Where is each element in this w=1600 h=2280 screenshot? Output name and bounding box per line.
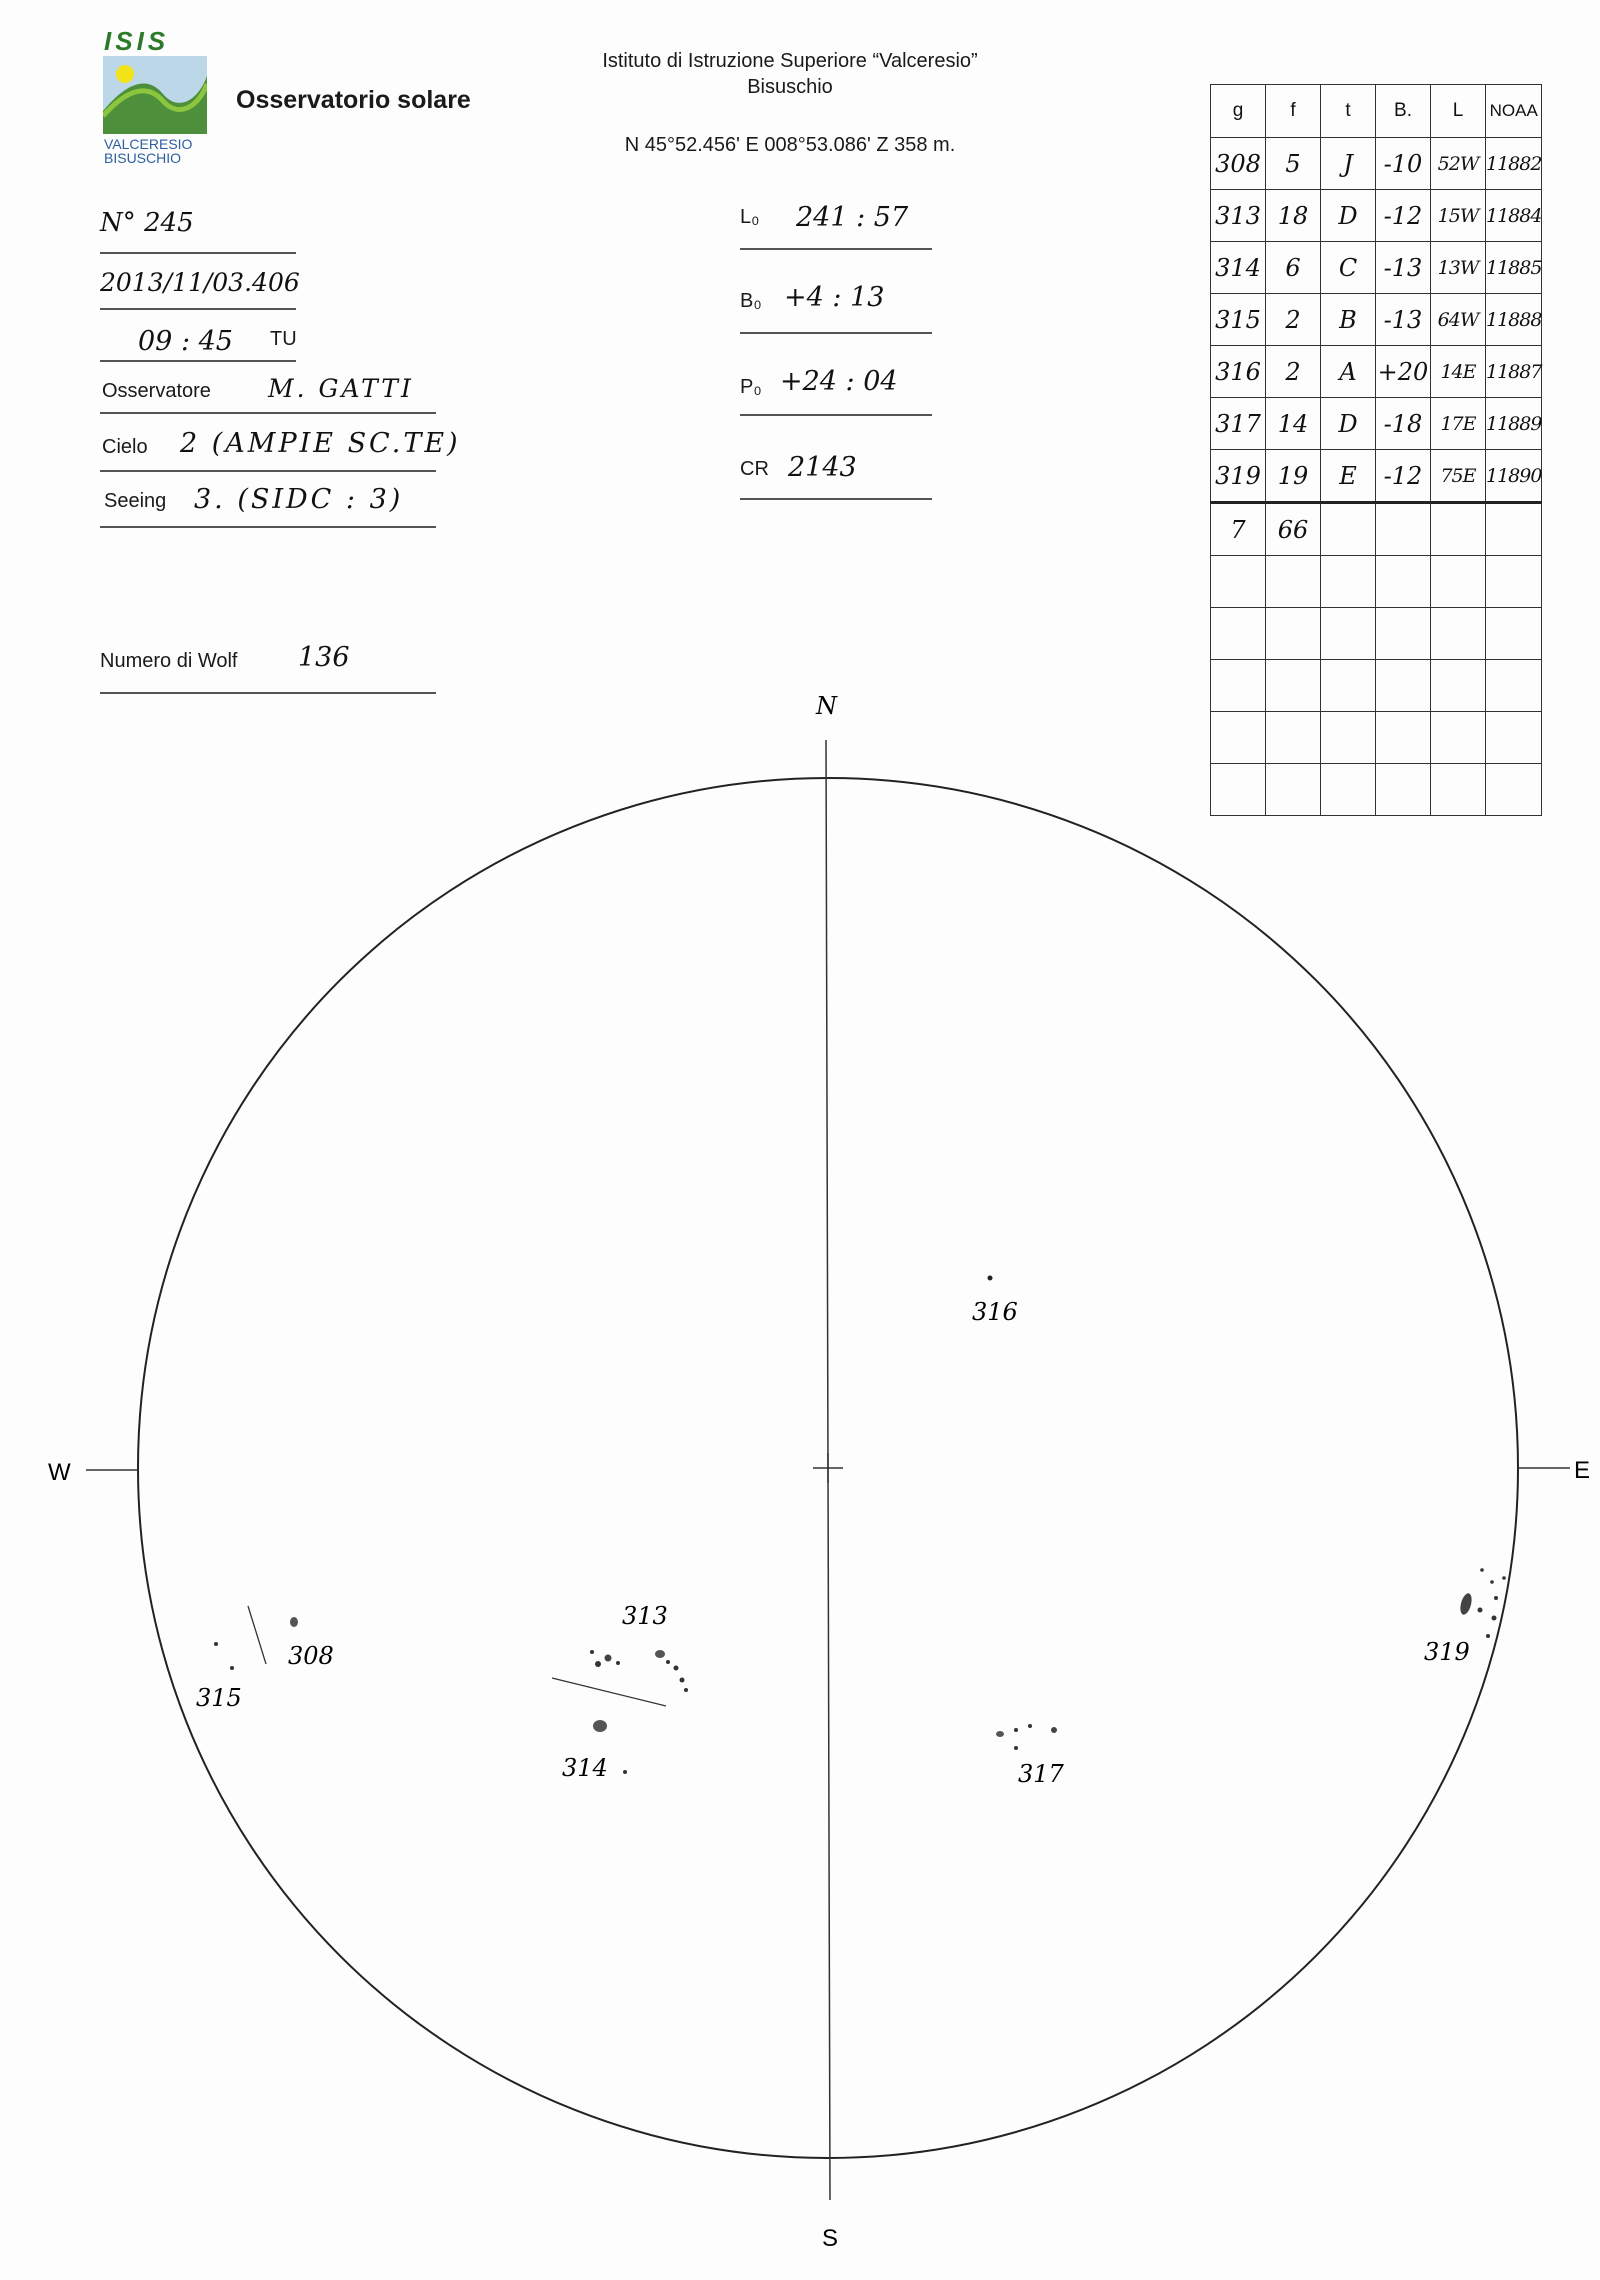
sunspot xyxy=(684,1688,688,1692)
cell-type: E xyxy=(1321,450,1376,503)
total-spots: 66 xyxy=(1266,503,1321,556)
cell-latitude: -10 xyxy=(1376,138,1431,190)
cell-noaa: 11887 xyxy=(1486,346,1542,398)
west-label: W xyxy=(48,1459,71,1486)
record-time: 09 : 45 xyxy=(138,326,233,357)
group-label-315: 315 xyxy=(196,1684,242,1712)
cell-group: 313 xyxy=(1211,190,1266,242)
table-row xyxy=(1211,450,1542,503)
sunspot xyxy=(996,1731,1004,1737)
sunspot xyxy=(1458,1592,1473,1616)
east-label: E xyxy=(1574,1457,1591,1484)
sky-label: Cielo xyxy=(102,436,148,458)
sunspot xyxy=(988,1276,993,1281)
sunspot xyxy=(1028,1724,1032,1728)
group-label-317: 317 xyxy=(1018,1760,1064,1788)
cell-latitude: -13 xyxy=(1376,294,1431,346)
empty-row xyxy=(1211,764,1542,816)
totals-row xyxy=(1211,503,1542,556)
header-f: f xyxy=(1266,85,1321,138)
cell-spots: 18 xyxy=(1266,190,1321,242)
observer-label: Osservatore xyxy=(102,380,211,402)
cell-noaa: 11882 xyxy=(1486,138,1542,190)
wolf-number: 136 xyxy=(298,642,350,673)
table-row xyxy=(1211,294,1542,346)
sunspot xyxy=(666,1660,670,1664)
empty-row xyxy=(1211,712,1542,764)
cell-latitude: +20 xyxy=(1376,346,1431,398)
cell-type: J xyxy=(1321,138,1376,190)
sunspot xyxy=(1478,1608,1483,1613)
sunspot xyxy=(593,1720,607,1732)
cell-latitude: -12 xyxy=(1376,190,1431,242)
record-number: N° 245 xyxy=(100,208,194,238)
cell-longitude: 15W xyxy=(1431,190,1486,242)
sunspot xyxy=(290,1617,298,1627)
header-t: t xyxy=(1321,85,1376,138)
table-header-row xyxy=(1211,85,1542,138)
wolf-label: Numero di Wolf xyxy=(100,650,238,672)
empty-cell xyxy=(1431,503,1486,556)
sunspot xyxy=(674,1666,679,1671)
header-g: g xyxy=(1211,85,1266,138)
logo-subtitle-2: BISUSCHIO xyxy=(104,150,182,166)
sunspot xyxy=(230,1666,234,1670)
header-l: L xyxy=(1431,85,1486,138)
group-label-319: 319 xyxy=(1424,1638,1470,1666)
south-label: S xyxy=(822,2225,839,2252)
sunspot xyxy=(680,1678,685,1683)
cell-longitude: 14E xyxy=(1431,346,1486,398)
cell-group: 308 xyxy=(1211,138,1266,190)
sunspot xyxy=(1014,1746,1018,1750)
l0-value: 241 : 57 xyxy=(796,202,909,233)
sunspot xyxy=(1051,1727,1057,1733)
site-coordinates: N 45°52.456' E 008°53.086' Z 358 m. xyxy=(624,134,956,156)
table-row xyxy=(1211,346,1542,398)
north-south-axis xyxy=(826,740,830,2200)
group-label-314: 314 xyxy=(562,1754,608,1782)
cell-longitude: 75E xyxy=(1431,450,1486,503)
group-axis-line xyxy=(552,1678,666,1706)
cell-noaa: 11884 xyxy=(1486,190,1542,242)
cell-spots: 6 xyxy=(1266,242,1321,294)
table-row xyxy=(1211,398,1542,450)
table-row xyxy=(1211,242,1542,294)
cell-longitude: 13W xyxy=(1431,242,1486,294)
observatory-title: Osservatorio solare xyxy=(236,86,471,114)
sunspot xyxy=(590,1650,594,1654)
b0-label: B₀ xyxy=(740,290,762,312)
empty-cell xyxy=(1376,503,1431,556)
cell-type: C xyxy=(1321,242,1376,294)
total-groups: 7 xyxy=(1211,503,1266,556)
cell-noaa: 11885 xyxy=(1486,242,1542,294)
table-row xyxy=(1211,190,1542,242)
observer-name: M. GATTI xyxy=(268,374,414,403)
sunspot xyxy=(214,1642,218,1646)
cell-group: 317 xyxy=(1211,398,1266,450)
sky-value: 2 (AMPIE SC.TE) xyxy=(180,428,461,459)
empty-cell xyxy=(1321,503,1376,556)
p0-label: P₀ xyxy=(740,376,762,398)
sunspot xyxy=(1494,1596,1498,1600)
seeing-value: 3. (SIDC : 3) xyxy=(194,484,404,515)
sunspot xyxy=(655,1650,665,1658)
institute-name: Istituto di Istruzione Superiore “Valceresio” xyxy=(602,50,978,72)
groups-table xyxy=(1210,84,1542,816)
sunspot xyxy=(1480,1568,1484,1572)
sunspot xyxy=(1492,1616,1497,1621)
sunspot xyxy=(1502,1576,1506,1580)
cell-type: A xyxy=(1321,346,1376,398)
table-row xyxy=(1211,138,1542,190)
cell-longitude: 52W xyxy=(1431,138,1486,190)
sunspot xyxy=(616,1661,620,1665)
sunspot xyxy=(605,1655,612,1662)
cell-latitude: -18 xyxy=(1376,398,1431,450)
cell-spots: 2 xyxy=(1266,346,1321,398)
cell-type: D xyxy=(1321,398,1376,450)
empty-row xyxy=(1211,660,1542,712)
cell-type: B xyxy=(1321,294,1376,346)
cell-longitude: 64W xyxy=(1431,294,1486,346)
north-label: N xyxy=(816,692,837,720)
sunspot xyxy=(1014,1728,1018,1732)
p0-value: +24 : 04 xyxy=(780,366,898,397)
seeing-label: Seeing xyxy=(104,490,167,512)
logo-subtitle-1: VALCERESIO xyxy=(104,136,193,152)
cr-value: 2143 xyxy=(788,452,857,483)
b0-value: +4 : 13 xyxy=(784,282,885,313)
cell-latitude: -12 xyxy=(1376,450,1431,503)
cell-group: 315 xyxy=(1211,294,1266,346)
cell-group: 314 xyxy=(1211,242,1266,294)
sunspot xyxy=(623,1770,627,1774)
group-axis-line xyxy=(248,1606,266,1664)
cell-noaa: 11888 xyxy=(1486,294,1542,346)
sunspot xyxy=(1490,1580,1494,1584)
record-date: 2013/11/03.406 xyxy=(100,268,300,297)
empty-cell xyxy=(1486,503,1542,556)
cell-noaa: 11890 xyxy=(1486,450,1542,503)
cr-label: CR xyxy=(740,458,769,480)
institute-place: Bisuschio xyxy=(747,76,833,98)
cell-noaa: 11889 xyxy=(1486,398,1542,450)
cell-longitude: 17E xyxy=(1431,398,1486,450)
logo-emblem xyxy=(103,56,207,134)
empty-row xyxy=(1211,556,1542,608)
cell-group: 316 xyxy=(1211,346,1266,398)
logo-text: ISIS xyxy=(104,26,170,56)
cell-spots: 14 xyxy=(1266,398,1321,450)
solar-disk-outline xyxy=(138,778,1518,2158)
time-unit: TU xyxy=(270,328,297,350)
sunspot xyxy=(595,1661,601,1667)
cell-spots: 5 xyxy=(1266,138,1321,190)
empty-row xyxy=(1211,608,1542,660)
cell-group: 319 xyxy=(1211,450,1266,503)
group-label-316: 316 xyxy=(972,1298,1018,1326)
cell-latitude: -13 xyxy=(1376,242,1431,294)
l0-label: L₀ xyxy=(740,206,760,228)
header-b: B. xyxy=(1376,85,1431,138)
group-label-313: 313 xyxy=(622,1602,668,1630)
group-label-308: 308 xyxy=(288,1642,334,1670)
cell-spots: 2 xyxy=(1266,294,1321,346)
cell-spots: 19 xyxy=(1266,450,1321,503)
cell-type: D xyxy=(1321,190,1376,242)
sunspot xyxy=(1486,1634,1490,1638)
header-noaa: NOAA xyxy=(1486,85,1542,138)
